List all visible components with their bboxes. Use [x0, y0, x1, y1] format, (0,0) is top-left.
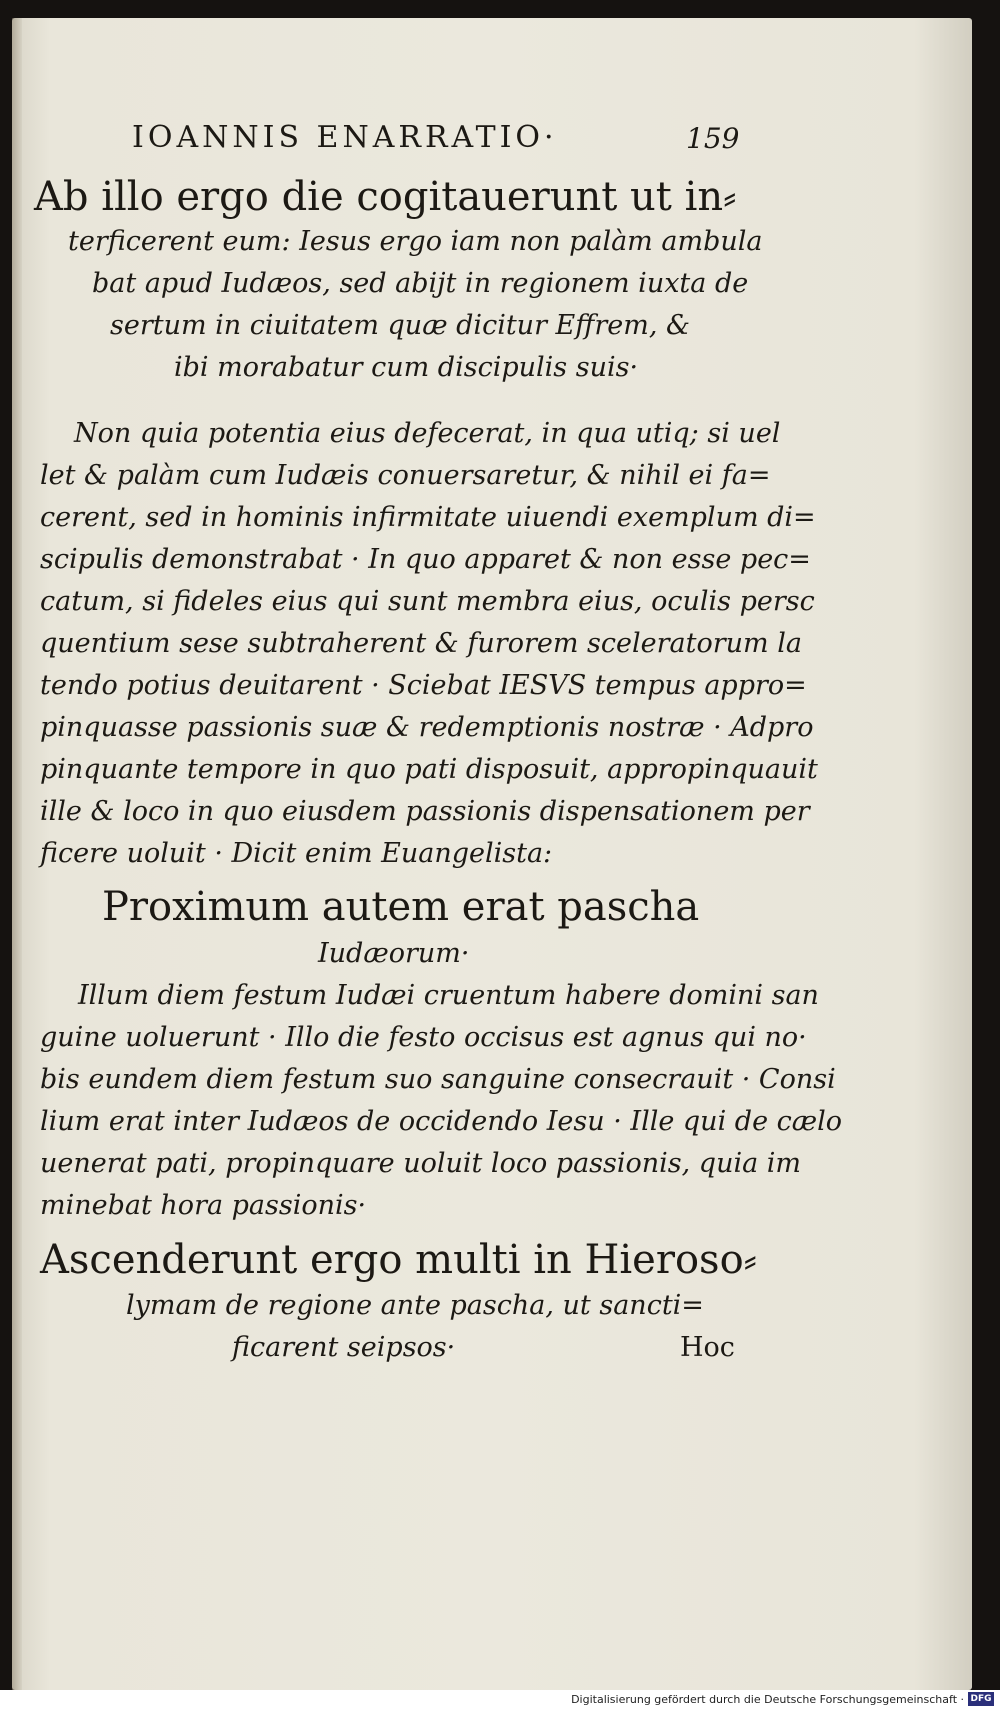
catchword: Hoc	[680, 1332, 735, 1363]
commentary-line: cerent, sed in hominis infirmitate uiuendi exemplum di=	[40, 502, 816, 533]
lemma-line: Ab illo ergo die cogitauerunt ut in⸗	[34, 174, 737, 220]
commentary-line: scipulis demonstrabat · In quo apparet & non esse pec=	[40, 544, 811, 575]
commentary-line: ille & loco in quo eiusdem passionis dispensationem per	[40, 796, 810, 827]
lemma-line: Proximum autem erat pascha	[102, 884, 700, 930]
lemma-line: Ascenderunt ergo multi in Hieroso⸗	[40, 1237, 757, 1283]
page-number: 159	[686, 122, 740, 155]
commentary-line: guine uoluerunt · Illo die festo occisus est agnus qui no·	[40, 1022, 807, 1053]
commentary-line: catum, si fideles eius qui sunt membra eius, oculis persc	[40, 586, 815, 617]
lemma-line: bat apud Iudæos, sed abijt in regionem iuxta de	[92, 268, 749, 299]
commentary-line: pinquante tempore in quo pati disposuit, appropinquauit	[40, 754, 818, 785]
commentary-line: minebat hora passionis·	[40, 1190, 367, 1221]
digitization-credit: Digitalisierung gefördert durch die Deutsche Forschungsgemeinschaft ·	[571, 1693, 964, 1706]
commentary-line: pinquasse passionis suæ & redemptionis nostræ · Adpro	[40, 712, 814, 743]
commentary-line: quentium sese subtraherent & furorem sceleratorum la	[40, 628, 802, 659]
running-title: IOANNIS ENARRATIO·	[132, 120, 558, 155]
lemma-line: sertum in ciuitatem quæ dicitur Effrem, &	[110, 310, 691, 341]
commentary-line: ficere uoluit · Dicit enim Euangelista:	[40, 838, 553, 869]
commentary-line: Non quia potentia eius defecerat, in qua utiq; si uel	[74, 418, 781, 449]
commentary-line: tendo potius deuitarent · Sciebat IESVS tempus appro=	[40, 670, 807, 701]
page-gutter-shadow	[12, 18, 22, 1690]
lemma-line: Iudæorum·	[318, 938, 470, 969]
lemma-line: ibi morabatur cum discipulis suis·	[174, 352, 639, 383]
lemma-line: lymam de regione ante pascha, ut sancti=	[126, 1290, 704, 1321]
commentary-line: bis eundem diem festum suo sanguine consecrauit · Consi	[40, 1064, 836, 1095]
commentary-line: lium erat inter Iudæos de occidendo Iesu · Ille qui de cælo	[40, 1106, 843, 1137]
lemma-line: terficerent eum: Iesus ergo iam non palàm ambula	[68, 226, 763, 257]
lemma-line: ficarent seipsos·	[232, 1332, 456, 1363]
commentary-line: Illum diem festum Iudæi cruentum habere domini san	[78, 980, 819, 1011]
commentary-line: uenerat pati, propinquare uoluit loco passionis, quia im	[40, 1148, 802, 1179]
commentary-line: let & palàm cum Iudæis conuersaretur, & nihil ei fa=	[40, 460, 771, 491]
dfg-logo: DFG	[968, 1692, 994, 1706]
